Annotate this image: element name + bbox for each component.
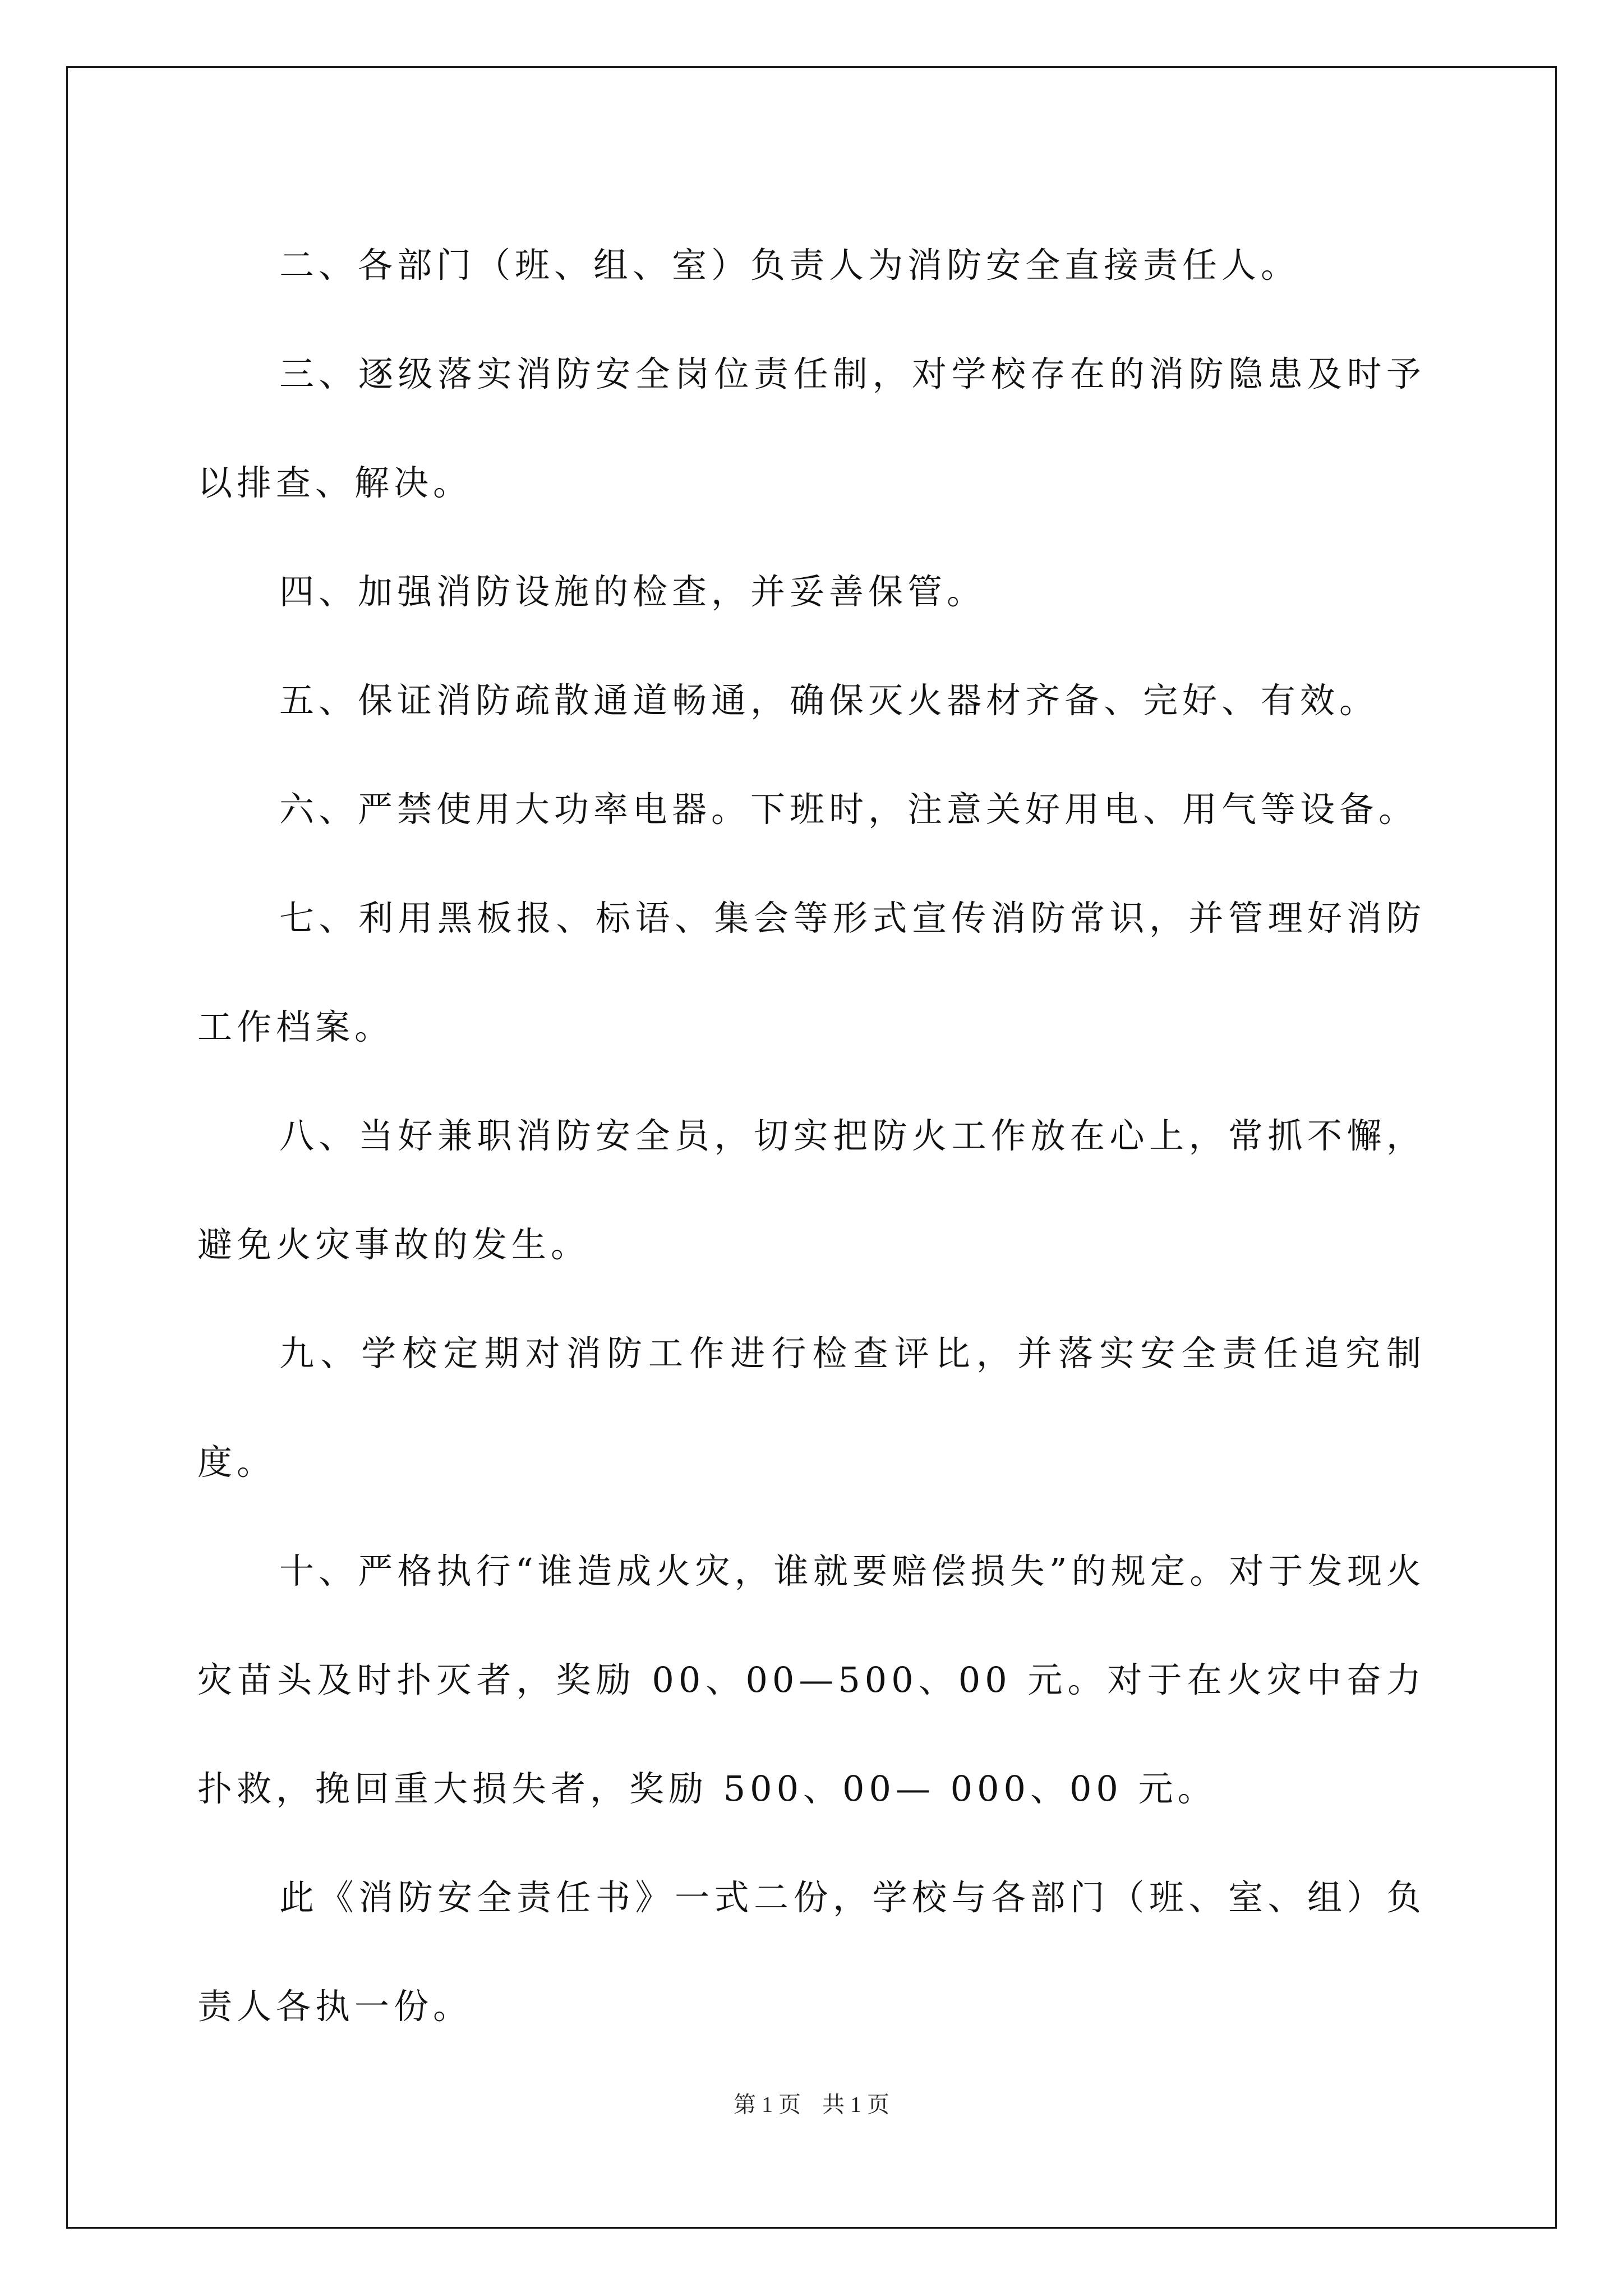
paragraph-6: 六、严禁使用大功率电器。下班时，注意关好用电、用气等设备。 [279, 789, 1418, 830]
paragraph-4: 四、加强消防设施的检查，并妥善保管。 [279, 571, 986, 612]
paragraph-2: 二、各部门（班、组、室）负责人为消防安全直接责任人。 [279, 245, 1301, 286]
page-number-current: 第 1 页 [734, 2092, 801, 2117]
paragraph-3: 三、逐级落实消防安全岗位责任制，对学校存在的消防隐患及时予以排查、解决。 [197, 353, 1426, 503]
page-footer [0, 2087, 1623, 2119]
paragraph-10: 十、严格执行“谁造成火灾，谁就要赔偿损失”的规定。对于发现火灾苗头及时扑灭者，奖励 00、00—500、00 元。对于在火灾中奋力扑救，挽回重大损失者，奖励 500、00— 000、00 元。 [197, 1550, 1426, 1809]
paragraph-closing: 此《消防安全责任书》一式二份，学校与各部门（班、室、组）负责人各执一份。 [197, 1877, 1426, 2027]
paragraph-9: 九、学校定期对消防工作进行检查评比，并落实安全责任追究制度。 [197, 1333, 1426, 1483]
paragraph-7: 七、利用黑板报、标语、集会等形式宣传消防常识，并管理好消防工作档案。 [197, 898, 1426, 1047]
document-body [197, 211, 1426, 2061]
page-number-total: 共 1 页 [822, 2092, 889, 2117]
paragraph-8: 八、当好兼职消防安全员，切实把防火工作放在心上，常抓不懈，避免火灾事故的发生。 [197, 1115, 1426, 1265]
paragraph-5: 五、保证消防疏散通道畅通，确保灭火器材齐备、完好、有效。 [279, 680, 1379, 721]
